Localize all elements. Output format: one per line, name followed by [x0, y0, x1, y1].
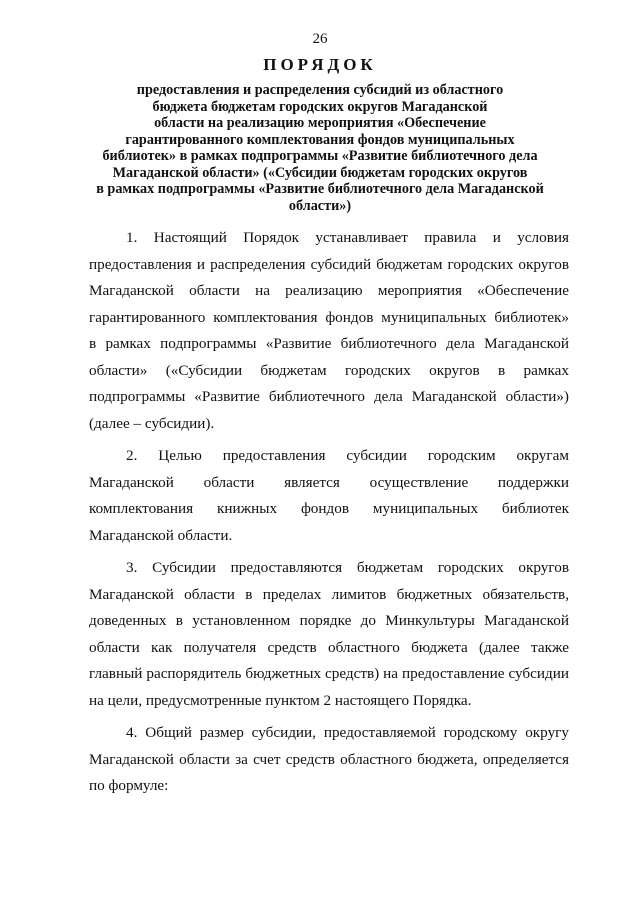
paragraph-line: Магаданской области на реализацию мероприятия «Обеспечение: [89, 282, 569, 299]
paragraph-line: области» («Субсидии бюджетам городских округов в рамках: [89, 361, 569, 379]
paragraph-line: в рамках подпрограммы «Развитие библиотечного дела Магаданской: [89, 335, 569, 352]
subtitle-line: области на реализацию мероприятия «Обеспечение: [154, 115, 486, 131]
paragraph-4: [89, 720, 569, 800]
subtitle-line: гарантированного комплектования фондов муниципальных: [125, 131, 515, 148]
document-subtitle: [78, 82, 562, 214]
paragraph-line: доведенных в установленном порядке до Минкультуры Магаданской: [89, 612, 569, 629]
paragraph-1: [89, 225, 569, 437]
paragraph-2: [89, 443, 569, 549]
paragraph-line: предоставления и распределения субсидий бюджетам городских округов: [89, 255, 569, 273]
paragraph-line: 3. Субсидии предоставляются бюджетам городских округов: [126, 559, 569, 576]
subtitle-line: библиотек» в рамках подпрограммы «Развитие библиотечного дела: [102, 148, 538, 164]
subtitle-line: области»): [288, 197, 352, 214]
paragraph-line: главный распорядитель бюджетных средств) на предоставление субсидии: [89, 665, 569, 682]
paragraph-line: 4. Общий размер субсидии, предоставляемой городскому округу: [126, 724, 569, 741]
paragraph-line: подпрограммы «Развитие библиотечного дела Магаданской области»): [89, 388, 569, 405]
paragraph-line: Магаданской области.: [89, 526, 233, 544]
paragraph-line: по формуле:: [89, 777, 169, 794]
paragraph-line: 1. Настоящий Порядок устанавливает правила и условия: [126, 229, 569, 246]
paragraph-line: Магаданской области является осуществление поддержки: [89, 473, 569, 491]
paragraph-line: Магаданской области за счет средств областного бюджета, определяется: [89, 750, 569, 768]
paragraph-line: (далее – субсидии).: [89, 414, 215, 432]
subtitle-line: Магаданской области» («Субсидии бюджетам городских округов: [112, 164, 528, 181]
subtitle-line: бюджета бюджетам городских округов Магаданской: [152, 98, 488, 115]
paragraph-line: на цели, предусмотренные пунктом 2 настоящего Порядка.: [89, 691, 472, 709]
paragraph-line: комплектования книжных фондов муниципальных библиотек: [89, 500, 569, 517]
paragraph-line: области как получателя средств областного бюджета (далее также: [89, 638, 569, 656]
document-body: [89, 225, 569, 800]
paragraph-3: [89, 555, 569, 714]
paragraph-line: гарантированного комплектования фондов муниципальных библиотек»: [89, 308, 569, 326]
paragraph-line: 2. Целью предоставления субсидии городским округам: [126, 447, 569, 464]
document-title: ПОРЯДОК: [263, 55, 377, 74]
page-number: 26: [312, 31, 328, 47]
paragraph-line: Магаданской области в пределах лимитов бюджетных обязательств,: [89, 585, 569, 603]
subtitle-line: предоставления и распределения субсидий из областного: [136, 82, 504, 98]
subtitle-line: в рамках подпрограммы «Развитие библиотечного дела Магаданской: [96, 181, 544, 197]
